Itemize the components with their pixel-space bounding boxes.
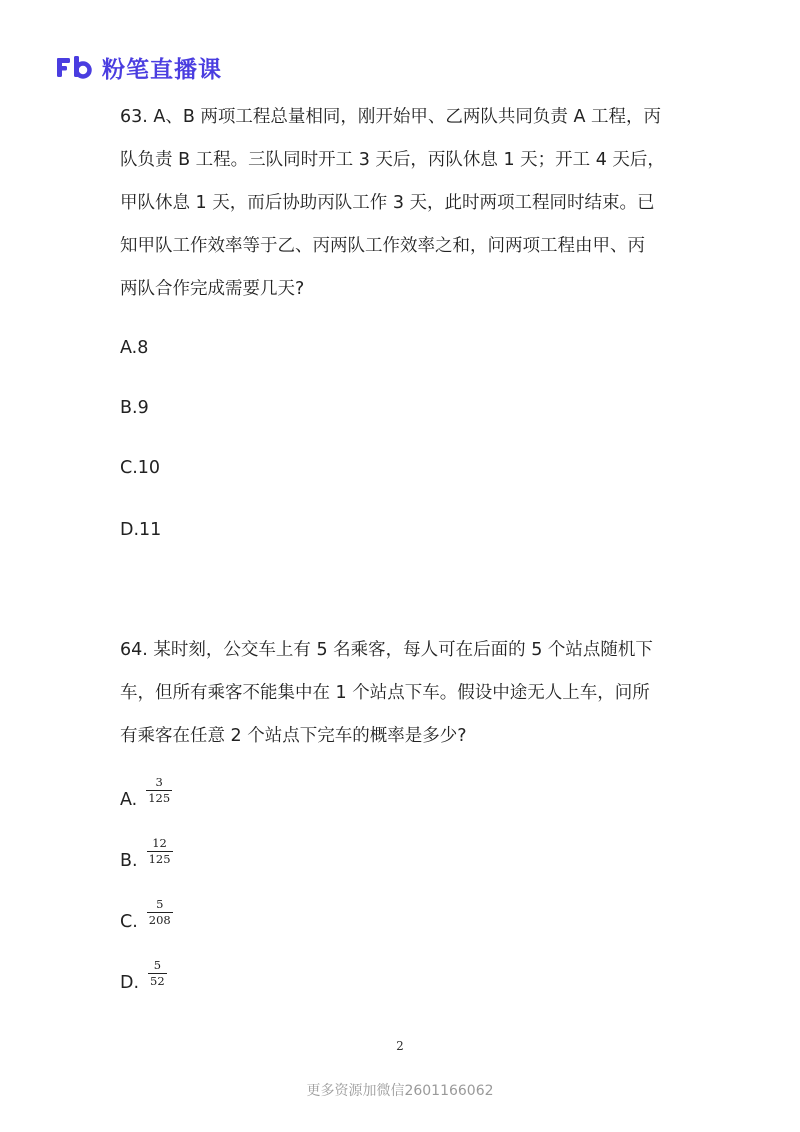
q63-option-a: A.8	[120, 338, 149, 358]
fraction	[147, 837, 173, 866]
fraction-numerator: 12	[152, 836, 167, 850]
fraction-numerator: 5	[153, 958, 162, 972]
option-letter: B.	[120, 851, 138, 871]
question-text-line: 队负责 B 工程。三队同时开工 3 天后，丙队休息 1 天；开工 4 天后，	[120, 150, 665, 170]
question-64	[120, 629, 700, 758]
question-text-line: 两队合作完成需要几天?	[120, 279, 305, 299]
question-text-line: 63. A、B 两项工程总量相同，刚开始甲、乙两队共同负责 A 工程，丙	[120, 107, 662, 127]
option-letter: D.	[120, 973, 140, 993]
option-letter: A.	[120, 790, 138, 810]
fraction-numerator: 3	[155, 775, 163, 789]
q64-option-d	[120, 954, 167, 994]
question-63	[120, 96, 700, 311]
footer-note: 更多资源加微信2601166062	[306, 1083, 494, 1099]
brand-name: 粉笔直播课	[102, 56, 222, 83]
fraction	[146, 776, 172, 805]
q63-option-d: D.11	[120, 520, 162, 540]
q64-option-b	[120, 832, 173, 872]
question-text-line: 有乘客在任意 2 个站点下完车的概率是多少?	[120, 726, 467, 746]
q63-option-b: B.9	[120, 398, 149, 418]
q63-option-c: C.10	[120, 458, 161, 478]
fraction-denominator: 208	[148, 913, 171, 927]
page-number: 2	[396, 1039, 404, 1053]
fraction-denominator: 125	[148, 791, 171, 805]
fraction-denominator: 125	[148, 852, 171, 866]
q64-option-c	[120, 893, 173, 933]
question-text-line: 车，但所有乘客不能集中在 1 个站点下车。假设中途无人上车，问所	[120, 683, 650, 703]
question-text-line: 64. 某时刻，公交车上有 5 名乘客，每人可在后面的 5 个站点随机下	[120, 640, 653, 660]
option-letter: C.	[120, 912, 138, 932]
fraction	[147, 898, 173, 927]
fb-logo-icon	[56, 55, 92, 79]
fraction-denominator: 52	[150, 974, 165, 988]
question-text-line: 甲队休息 1 天，而后协助丙队工作 3 天，此时两项工程同时结束。已	[120, 193, 655, 213]
question-text-line: 知甲队工作效率等于乙、丙两队工作效率之和，问两项工程由甲、丙	[120, 236, 645, 256]
q64-option-a	[120, 771, 172, 811]
fraction-numerator: 5	[156, 897, 164, 911]
brand-logo	[56, 52, 222, 82]
fraction	[148, 959, 167, 988]
